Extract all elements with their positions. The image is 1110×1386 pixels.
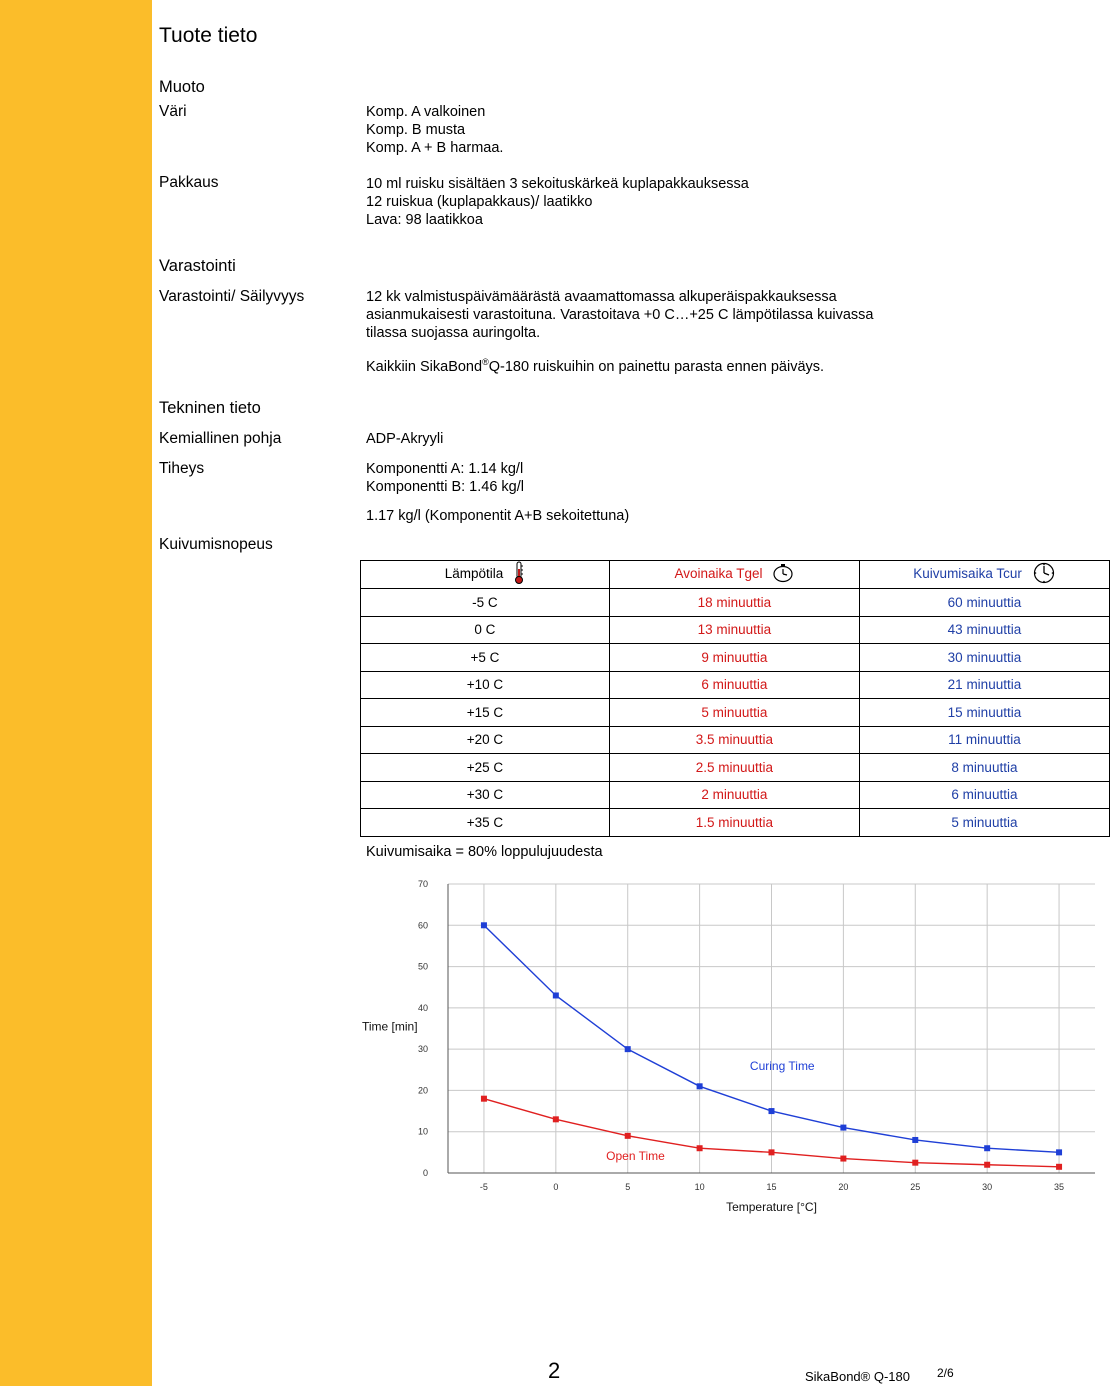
header-cell [361, 561, 610, 589]
y-tick-label: 70 [417, 879, 428, 889]
value-varastointi [366, 288, 873, 342]
y-tick-label: 20 [417, 1085, 428, 1096]
cell-temp: -5 C [361, 589, 610, 617]
data-point [553, 992, 559, 998]
data-point [840, 1156, 846, 1162]
note-text: Kaikkiin SikaBond [366, 358, 483, 375]
document-content [152, 0, 1065, 1386]
x-tick-label: 25 [910, 1182, 921, 1192]
cell-temp: +20 C [361, 726, 610, 754]
page-title: Tuote tieto [159, 24, 258, 47]
value-tiheys-mix: 1.17 kg/l (Komponentit A+B sekoitettuna) [366, 508, 630, 524]
table-row [361, 616, 1110, 644]
y-tick-label: 0 [422, 1168, 428, 1178]
data-point [481, 1096, 487, 1102]
data-point [769, 1149, 775, 1155]
varastointi-line: asianmukaisesti varastoituna. Varastoitava +0 C…+25 C lämpötilassa kuivassa [366, 307, 874, 323]
varastointi-note [366, 353, 824, 376]
cell-temp: +30 C [361, 781, 610, 809]
data-point [984, 1145, 990, 1151]
section-muoto: Muoto [159, 78, 205, 96]
cell-open: 2.5 minuuttia [609, 754, 859, 782]
data-point [553, 1116, 559, 1122]
table-footnote: Kuivumisaika = 80% loppulujuudesta [366, 844, 603, 860]
data-point [1056, 1164, 1062, 1170]
header-temperature: Lämpötila [444, 566, 504, 582]
cell-temp: 0 C [361, 616, 610, 644]
x-tick-label: 15 [766, 1182, 777, 1192]
data-point [984, 1162, 990, 1168]
x-tick-label: -5 [479, 1182, 488, 1192]
curing-table [360, 560, 1110, 837]
cell-open: 6 minuuttia [609, 671, 859, 699]
series-label-curing: Curing Time [749, 1058, 815, 1073]
table-row [361, 726, 1110, 754]
cell-cure: 15 minuuttia [859, 699, 1109, 727]
table-row [361, 671, 1110, 699]
value-kemiallinen: ADP-Akryyli [366, 431, 444, 447]
y-tick-label: 10 [417, 1126, 428, 1137]
x-tick-label: 30 [982, 1182, 993, 1192]
x-axis-label: Temperature [°C] [726, 1200, 817, 1214]
pakkaus-line: 10 ml ruisku sisältäen 3 sekoituskärkeä kuplapakkauksessa [366, 176, 749, 192]
label-pakkaus: Pakkaus [159, 174, 219, 191]
vari-line: Komp. A + B harmaa. [366, 140, 504, 156]
header-cell [859, 561, 1109, 589]
cell-temp: +15 C [361, 699, 610, 727]
section-varastointi: Varastointi [159, 257, 236, 275]
sidebar-band [0, 0, 152, 1386]
cell-cure: 60 minuuttia [859, 589, 1109, 617]
x-tick-label: 0 [553, 1182, 559, 1192]
cell-temp: +10 C [361, 671, 610, 699]
table-row [361, 589, 1110, 617]
data-point [625, 1046, 631, 1052]
y-tick-label: 60 [417, 920, 428, 931]
header-cell [609, 561, 859, 589]
label-kuivumisnopeus: Kuivumisnopeus [159, 536, 273, 553]
label-vari: Väri [159, 103, 187, 120]
tiheys-line: Komponentti B: 1.46 kg/l [366, 479, 524, 495]
cell-cure: 5 minuuttia [859, 809, 1109, 837]
pakkaus-line: 12 ruiskua (kuplapakkaus)/ laatikko [366, 194, 593, 210]
value-pakkaus [366, 175, 749, 229]
cell-open: 9 minuuttia [609, 644, 859, 672]
section-tekninen: Tekninen tieto [159, 399, 261, 417]
y-tick-label: 50 [417, 961, 428, 972]
label-varastointi: Varastointi/ Säilyvyys [159, 288, 305, 305]
footer-page-number: 2 [548, 1358, 561, 1383]
label-kemiallinen: Kemiallinen pohja [159, 430, 282, 447]
data-point [840, 1125, 846, 1131]
cell-open: 3.5 minuuttia [609, 726, 859, 754]
cell-cure: 6 minuuttia [859, 781, 1109, 809]
cell-open: 13 minuuttia [609, 616, 859, 644]
y-tick-label: 40 [417, 1002, 428, 1013]
label-tiheys: Tiheys [159, 460, 205, 477]
cell-cure: 43 minuuttia [859, 616, 1109, 644]
data-point [697, 1083, 703, 1089]
tiheys-line: Komponentti A: 1.14 kg/l [366, 461, 524, 477]
x-tick-label: 20 [838, 1182, 849, 1192]
table-row [361, 809, 1110, 837]
table-row [361, 644, 1110, 672]
value-vari [366, 103, 503, 157]
series-label-open: Open Time [606, 1148, 665, 1163]
footer-brand: SikaBond® Q-180 [805, 1369, 910, 1384]
cell-temp: +35 C [361, 809, 610, 837]
registered-mark: ® [482, 357, 489, 367]
data-point [912, 1160, 918, 1166]
header-curing-time: Kuivumisaika Tcur [913, 566, 1022, 582]
y-axis-label: Time [min] [362, 1019, 418, 1034]
data-point [1056, 1149, 1062, 1155]
data-point [625, 1133, 631, 1139]
cell-temp: +5 C [361, 644, 610, 672]
curing-chart [360, 870, 1108, 1220]
data-point [769, 1108, 775, 1114]
cell-cure: 21 minuuttia [859, 671, 1109, 699]
varastointi-line: 12 kk valmistuspäivämäärästä avaamattomassa alkuperäispakkauksessa [366, 289, 837, 305]
cell-cure: 8 minuuttia [859, 754, 1109, 782]
cell-open: 18 minuuttia [609, 589, 859, 617]
header-open-time: Avoinaika Tgel [674, 566, 763, 582]
stopwatch-icon [772, 563, 794, 586]
x-tick-label: 35 [1054, 1182, 1065, 1192]
table-row [361, 781, 1110, 809]
data-point [697, 1145, 703, 1151]
data-point [481, 922, 487, 928]
data-point [912, 1137, 918, 1143]
cell-open: 1.5 minuuttia [609, 809, 859, 837]
varastointi-line: tilassa suojassa auringolta. [366, 325, 541, 341]
vari-line: Komp. B musta [366, 122, 466, 138]
cell-temp: +25 C [361, 754, 610, 782]
thermometer-icon [513, 561, 525, 588]
cell-open: 5 minuuttia [609, 699, 859, 727]
note-text: Q-180 ruiskuihin on painettu parasta ennen päiväys. [488, 358, 825, 375]
cell-cure: 30 minuuttia [859, 644, 1109, 672]
cell-open: 2 minuuttia [609, 781, 859, 809]
pakkaus-line: Lava: 98 laatikkoa [366, 212, 483, 228]
cell-cure: 11 minuuttia [859, 726, 1109, 754]
table-row [361, 754, 1110, 782]
vari-line: Komp. A valkoinen [366, 104, 486, 120]
table-header-row [361, 561, 1110, 589]
clock-icon [1032, 562, 1056, 587]
x-tick-label: 5 [625, 1182, 631, 1192]
value-tiheys [366, 460, 524, 496]
table-row [361, 699, 1110, 727]
x-tick-label: 10 [694, 1182, 705, 1192]
y-tick-label: 30 [417, 1044, 428, 1055]
footer-page-count: 2/6 [937, 1366, 954, 1380]
